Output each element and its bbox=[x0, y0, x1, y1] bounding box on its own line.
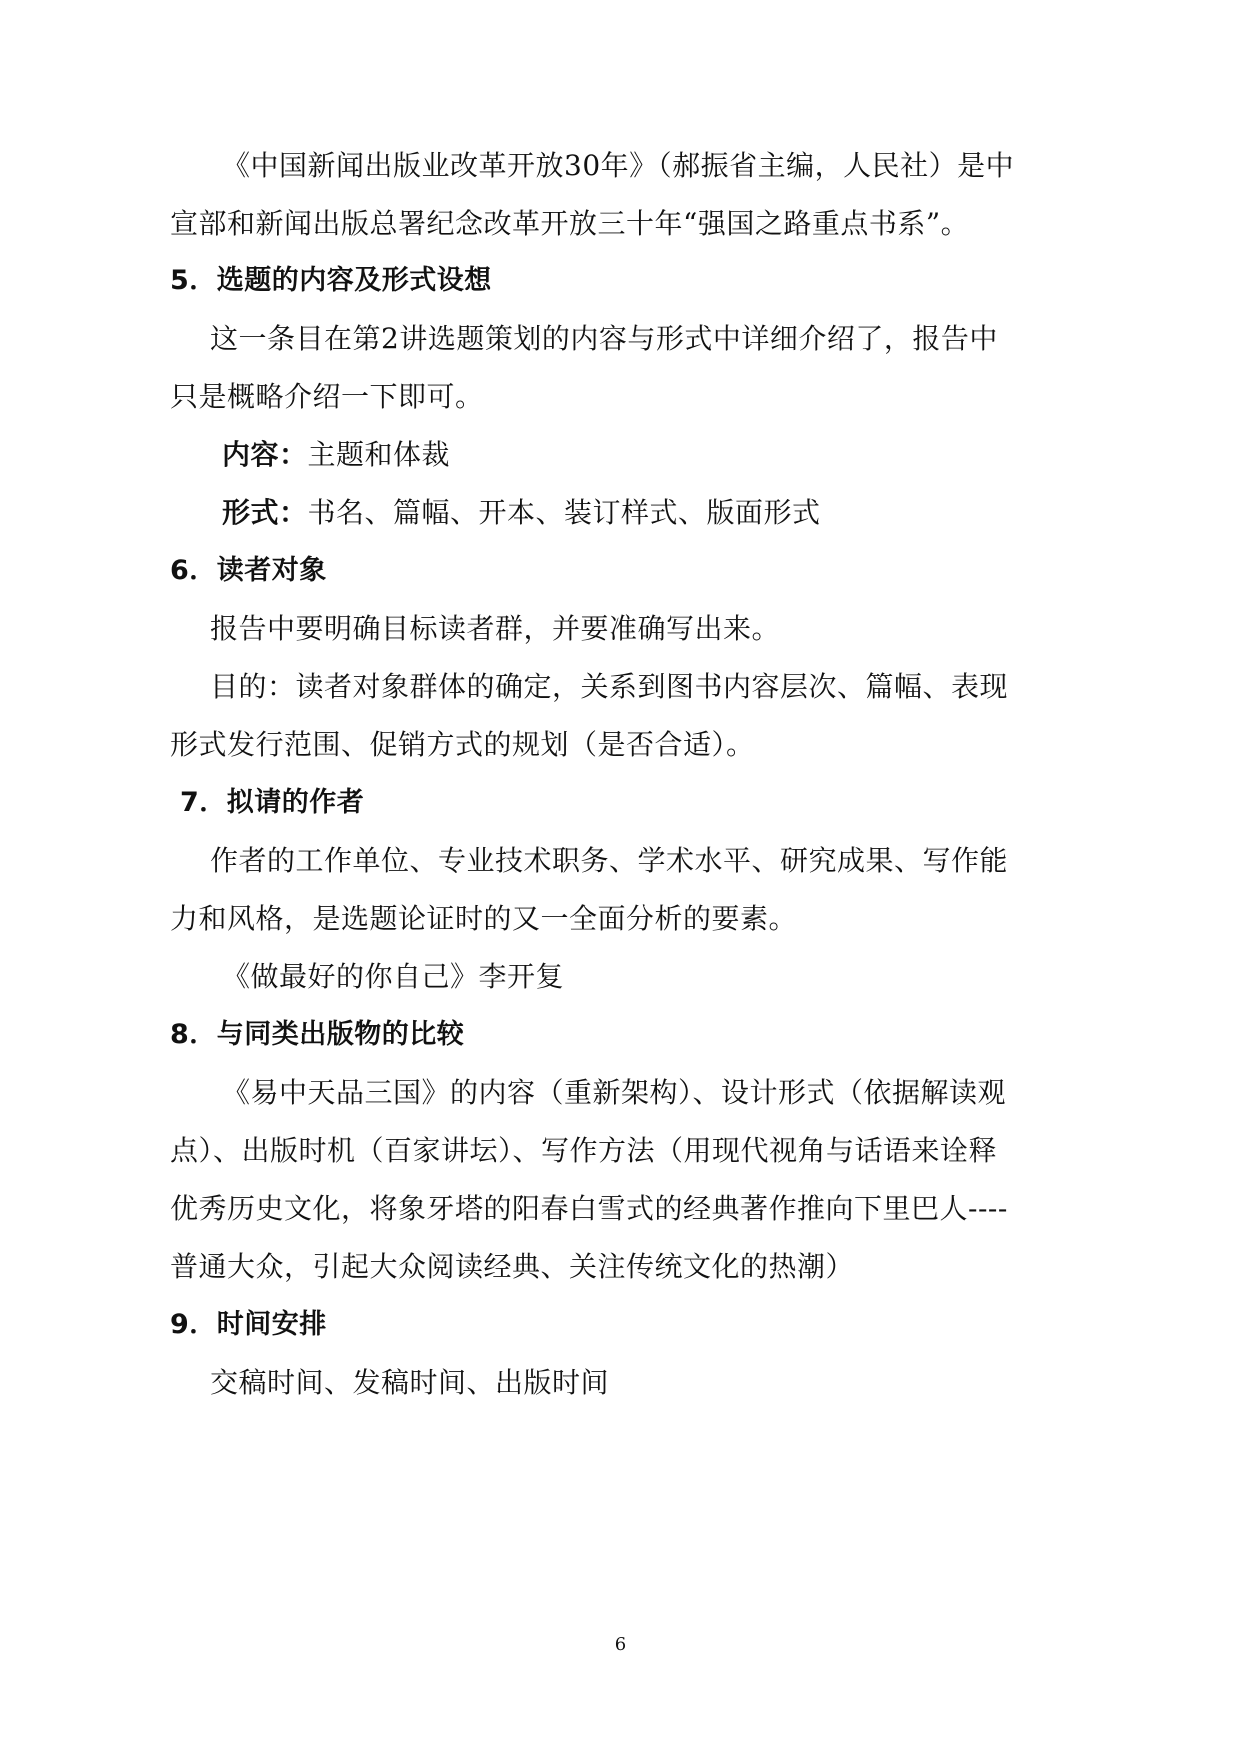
section-7-para-line-2: 力和风格，是选题论证时的又一全面分析的要素。 bbox=[170, 902, 798, 935]
section-6-para-2-line-2: 形式发行范围、促销方式的规划（是否合适）。 bbox=[170, 728, 755, 761]
section-5-para-line-1: 这一条目在第2讲选题策划的内容与形式中详细介绍了，报告中 bbox=[210, 322, 998, 355]
section-6-para-2-line-1: 目的：读者对象群体的确定，关系到图书内容层次、篇幅、表现 bbox=[210, 670, 1009, 703]
section-7-example: 《做最好的你自己》李开复 bbox=[222, 960, 565, 993]
section-9-para: 交稿时间、发稿时间、出版时间 bbox=[210, 1366, 610, 1399]
section-7-heading: 7．拟请的作者 bbox=[180, 787, 365, 818]
section-5-heading: 5．选题的内容及形式设想 bbox=[170, 265, 492, 296]
content-label: 内容： bbox=[222, 438, 308, 471]
section-5-form-line bbox=[222, 495, 821, 531]
page-number: 6 bbox=[614, 1634, 627, 1655]
section-6-para-1: 报告中要明确目标读者群，并要准确写出来。 bbox=[210, 612, 781, 645]
content-text: 主题和体裁 bbox=[307, 438, 451, 471]
section-8-para-line-1: 《易中天品三国》的内容（重新架构）、设计形式（依据解读观 bbox=[222, 1076, 1007, 1109]
intro-line-1: 《中国新闻出版业改革开放30年》（郝振省主编，人民社）是中 bbox=[222, 149, 1015, 182]
section-9-heading: 9．时间安排 bbox=[170, 1309, 327, 1340]
section-5-content-line bbox=[222, 437, 450, 473]
form-label: 形式： bbox=[222, 496, 308, 529]
intro-line-2: 宣部和新闻出版总署纪念改革开放三十年“强国之路重点书系”。 bbox=[170, 207, 970, 240]
section-8-heading: 8．与同类出版物的比较 bbox=[170, 1019, 465, 1050]
form-text: 书名、篇幅、开本、装订样式、版面形式 bbox=[307, 496, 821, 529]
section-6-heading: 6．读者对象 bbox=[170, 555, 327, 586]
section-5-para-line-2: 只是概略介绍一下即可。 bbox=[170, 380, 484, 413]
section-7-para-line-1: 作者的工作单位、专业技术职务、学术水平、研究成果、写作能 bbox=[210, 844, 1009, 877]
section-8-para-line-4: 普通大众，引起大众阅读经典、关注传统文化的热潮） bbox=[170, 1250, 855, 1283]
section-8-para-line-2: 点）、出版时机（百家讲坛）、写作方法（用现代视角与话语来诠释 bbox=[170, 1134, 998, 1167]
section-8-para-line-3: 优秀历史文化，将象牙塔的阳春白雪式的经典著作推向下里巴人---- bbox=[170, 1192, 1008, 1225]
